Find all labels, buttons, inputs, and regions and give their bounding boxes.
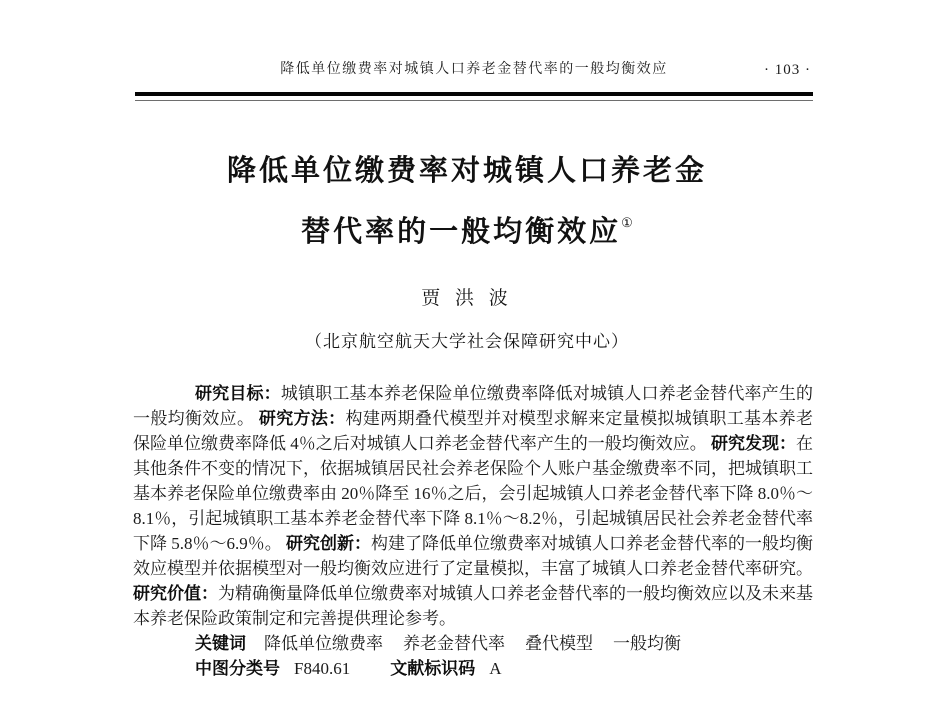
page-number: · 103 · (764, 62, 811, 78)
author-name: 贾 洪 波 (421, 288, 513, 309)
classification-row (133, 656, 813, 681)
clc-label: 中图分类号 (195, 659, 280, 678)
research-value-label: 研究价值： (133, 584, 218, 603)
article-title-line-2: 替代率的一般均衡效应 (301, 216, 622, 248)
header-rule-thin (135, 100, 813, 101)
research-innovation-text: 构建了降低单位缴费率对城镇人口养老金替代率的一般均衡效应模型并依据模型对一般均衡效应进行了定量模拟，丰富了城镇人口养老金替代率研究。 (133, 534, 813, 578)
running-head (135, 58, 813, 82)
research-method-text: 构建两期叠代模型并对模型求解来定量模拟城镇职工基本养老保险单位缴费率降低 4％之后对城镇人口养老金替代率产生的一般均衡效应。 (133, 409, 814, 453)
running-head-title: 降低单位缴费率对城镇人口养老金替代率的一般均衡效应 (280, 62, 668, 77)
keyword-item: 养老金替代率 (403, 634, 505, 653)
keywords-row (133, 631, 813, 656)
doc-code-value: A (489, 659, 502, 678)
keyword-item: 一般均衡 (613, 634, 681, 653)
research-objective-label: 研究目标： (195, 384, 281, 403)
clc-value: F840.61 (294, 659, 351, 678)
research-innovation-label: 研究创新： (286, 534, 371, 553)
article-title (0, 0, 934, 258)
keyword-item: 降低单位缴费率 (264, 634, 383, 653)
title-footnote-mark: ① (621, 215, 633, 230)
research-findings-label: 研究发现： (711, 434, 796, 453)
doc-code-label: 文献标识码 (390, 659, 476, 678)
research-findings-text: 在其他条件不变的情况下，依据城镇居民社会养老保险个人账户基金缴费率不同，把城镇职工基本养老保险单位缴费率由 20％降至 16％之后，会引起城镇人口养老金替代率下降 8.0％～8.1％，引起城镇职工基本养老金替代率下降 8.1％～8.2％，引起城镇居民社会养老金替代率下降 5.8％～6.9％。 (133, 434, 813, 553)
keywords-label: 关键词 (195, 634, 246, 653)
article-title-line-1: 降低单位缴费率对城镇人口养老金 (226, 155, 707, 187)
header-rule-thick (135, 92, 813, 96)
author-affiliation: （北京航空航天大学社会保障研究中心） (305, 332, 629, 351)
abstract-paragraph (133, 381, 813, 631)
keyword-item: 叠代模型 (525, 634, 593, 653)
abstract-block (133, 381, 813, 631)
research-value-text: 为精确衡量降低单位缴费率对城镇人口养老金替代率的一般均衡效应以及未来基本养老保险政策制定和完善提供理论参考。 (133, 584, 813, 628)
abstract-segment-value (133, 584, 813, 628)
research-objective-text: 城镇职工基本养老保险单位缴费率降低对城镇人口养老金替代率产生的一般均衡效应。 (133, 384, 814, 428)
research-method-label: 研究方法： (258, 409, 346, 428)
